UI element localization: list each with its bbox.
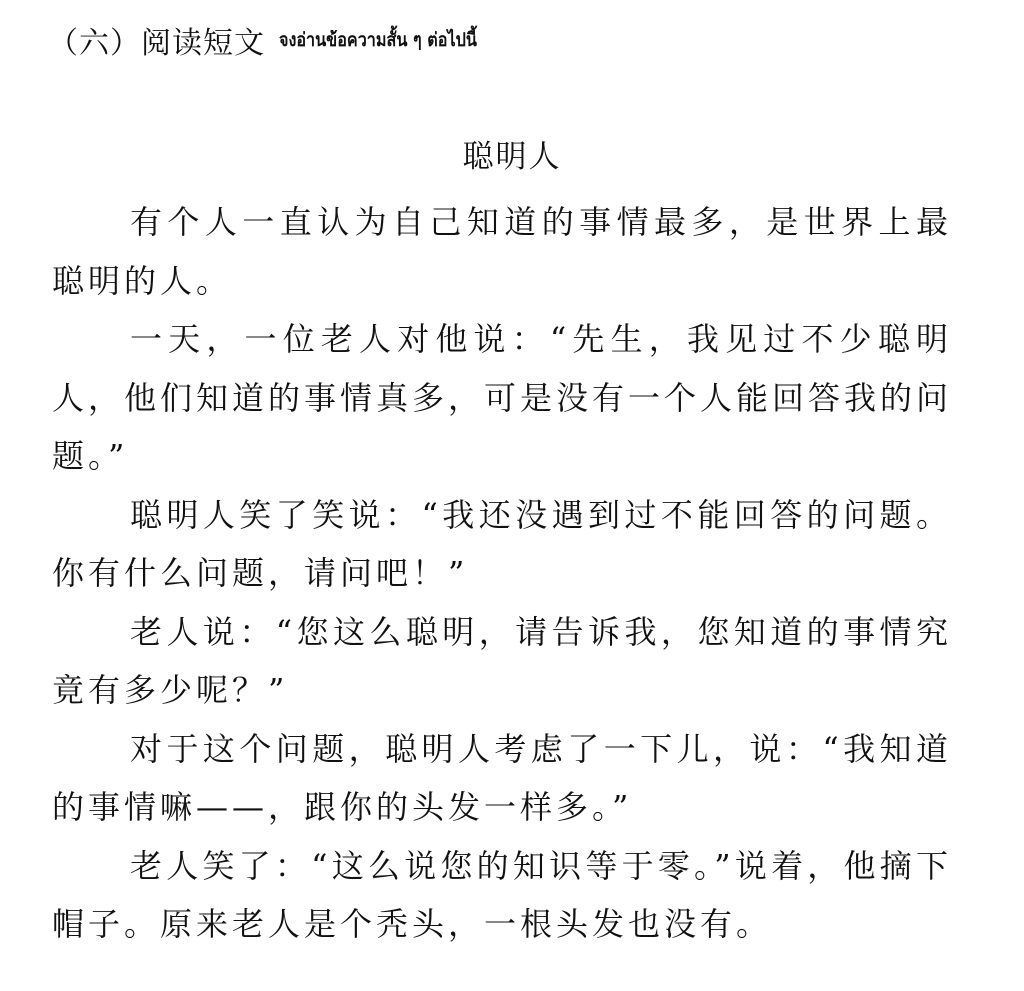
exercise-header [48, 18, 512, 62]
story-paragraph: 有个人一直认为自己知道的事情最多，是世界上最聪明的人。 [52, 203, 952, 300]
story-paragraph: 聪明人笑了笑说：“我还没遇到过不能回答的问题。你有什么问题，请问吧！” [52, 495, 952, 592]
thai-instruction: จงอ่านข้อความสั้น ๆ ต่อไปนี้ [279, 29, 477, 51]
story-paragraph: 对于这个问题，聪明人考虑了一下儿，说：“我知道的事情嘛——，跟你的头发一样多。” [52, 729, 952, 826]
story-paragraph: 老人笑了：“这么说您的知识等于零。”说着，他摘下帽子。原来老人是个秃头，一根头发也没有。 [52, 846, 952, 943]
story-body [52, 193, 952, 954]
story-paragraph: 一天，一位老人对他说：“先生，我见过不少聪明人，他们知道的事情真多，可是没有一个人能回答我的问题。” [52, 320, 953, 475]
section-label: （六）阅读短文 [48, 26, 265, 61]
story-title: 聪明人 [462, 139, 562, 175]
story-paragraph: 老人说：“您这么聪明，请告诉我，您知道的事情究竟有多少呢？” [52, 612, 952, 709]
